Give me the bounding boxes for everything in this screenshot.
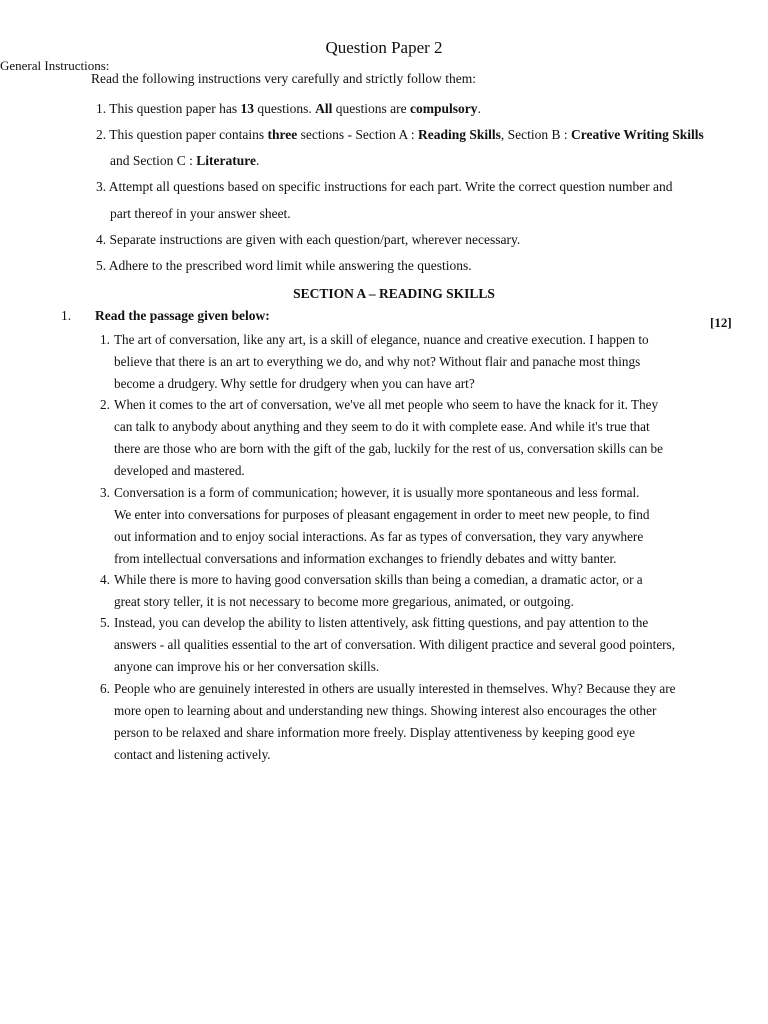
instruction-3: 3. Attempt all questions based on specific instructions for each part. Write the correct question number and	[96, 179, 673, 194]
paragraph-number: 5.	[100, 615, 110, 630]
instruction-4: 4. Separate instructions are given with each question/part, wherever necessary.	[96, 232, 521, 247]
question-prompt: Read the passage given below:	[95, 308, 270, 323]
passage-paragraph-4-line-2: great story teller, it is not necessary to become more gregarious, animated, or outgoing.	[114, 594, 574, 609]
passage-paragraph-1-line-3: become a drudgery. Why settle for drudgery when you can have art?	[114, 376, 475, 391]
passage-paragraph-5-line-3: anyone can improve his or her conversation skills.	[114, 659, 380, 674]
instruction-5: 5. Adhere to the prescribed word limit while answering the questions.	[96, 258, 472, 273]
paragraph-number: 4.	[100, 572, 110, 587]
passage-paragraph-2-line-3: there are those who are born with the gift of the gab, luckily for the rest of us, conversation skills can be	[114, 441, 663, 456]
passage-paragraph-5-line-1: 5. Instead, you can develop the ability to listen attentively, ask fitting questions, and pay attention to the	[100, 615, 649, 630]
paragraph-number: 1.	[100, 332, 110, 347]
passage-paragraph-6-line-4: contact and listening actively.	[114, 747, 271, 762]
passage-paragraph-6-line-3: person to be relaxed and share information more freely. Display attentiveness by keeping good eye	[114, 725, 635, 740]
passage-paragraph-6-line-1: 6. People who are genuinely interested in others are usually interested in themselves. Why? Because they are	[100, 681, 676, 696]
instruction-1: 1. This question paper has 13 questions. All questions are compulsory.	[96, 101, 481, 116]
passage-paragraph-1-line-1: 1. The art of conversation, like any art, is a skill of elegance, nuance and creative execution. I happen to	[100, 332, 649, 347]
instruction-2-continued: and Section C : Literature.	[110, 153, 260, 168]
general-instructions-heading: General Instructions:	[0, 58, 110, 73]
passage-paragraph-3-line-4: from intellectual conversations and information exchanges to friendly debates and witty banter.	[114, 551, 617, 566]
passage-paragraph-4-line-1: 4. While there is more to having good conversation skills than being a comedian, a dramatic actor, or a	[100, 572, 643, 587]
passage-paragraph-2-line-1: 2. When it comes to the art of conversation, we've all met people who seem to have the knack for it. They	[100, 397, 659, 412]
instructions-intro: Read the following instructions very carefully and strictly follow them:	[91, 71, 477, 86]
passage-paragraph-3-line-2: We enter into conversations for purposes of pleasant engagement in order to meet new people, to find	[114, 507, 650, 522]
instruction-3-continued: part thereof in your answer sheet.	[110, 206, 291, 221]
passage-paragraph-2-line-4: developed and mastered.	[114, 463, 245, 478]
page-title: Question Paper 2	[325, 38, 443, 57]
passage-paragraph-1-line-2: believe that there is an art to everything we do, and why not? Without flair and panache most things	[114, 354, 641, 369]
paragraph-number: 3.	[100, 485, 110, 500]
passage-paragraph-6-line-2: more open to learning about and understanding new things. Showing interest also encourages the other	[114, 703, 657, 718]
passage-paragraph-5-line-2: answers - all qualities essential to the art of conversation. With diligent practice and several good pointers,	[114, 637, 675, 652]
instruction-2: 2. This question paper contains three sections - Section A : Reading Skills, Section B : Creative Writing Skills	[96, 127, 704, 142]
question-number: 1.	[61, 308, 72, 323]
section-a-heading: SECTION A – READING SKILLS	[293, 286, 495, 301]
paragraph-number: 2.	[100, 397, 110, 412]
passage-paragraph-3-line-3: out information and to enjoy social interactions. As far as types of conversation, they vary anywhere	[114, 529, 644, 544]
passage-paragraph-2-line-2: can talk to anybody about anything and they seem to do it with complete ease. And while it's true that	[114, 419, 650, 434]
question-marks: [12]	[710, 315, 732, 330]
paragraph-number: 6.	[100, 681, 110, 696]
passage-paragraph-3-line-1: 3. Conversation is a form of communication; however, it is usually more spontaneous and less formal.	[100, 485, 640, 500]
